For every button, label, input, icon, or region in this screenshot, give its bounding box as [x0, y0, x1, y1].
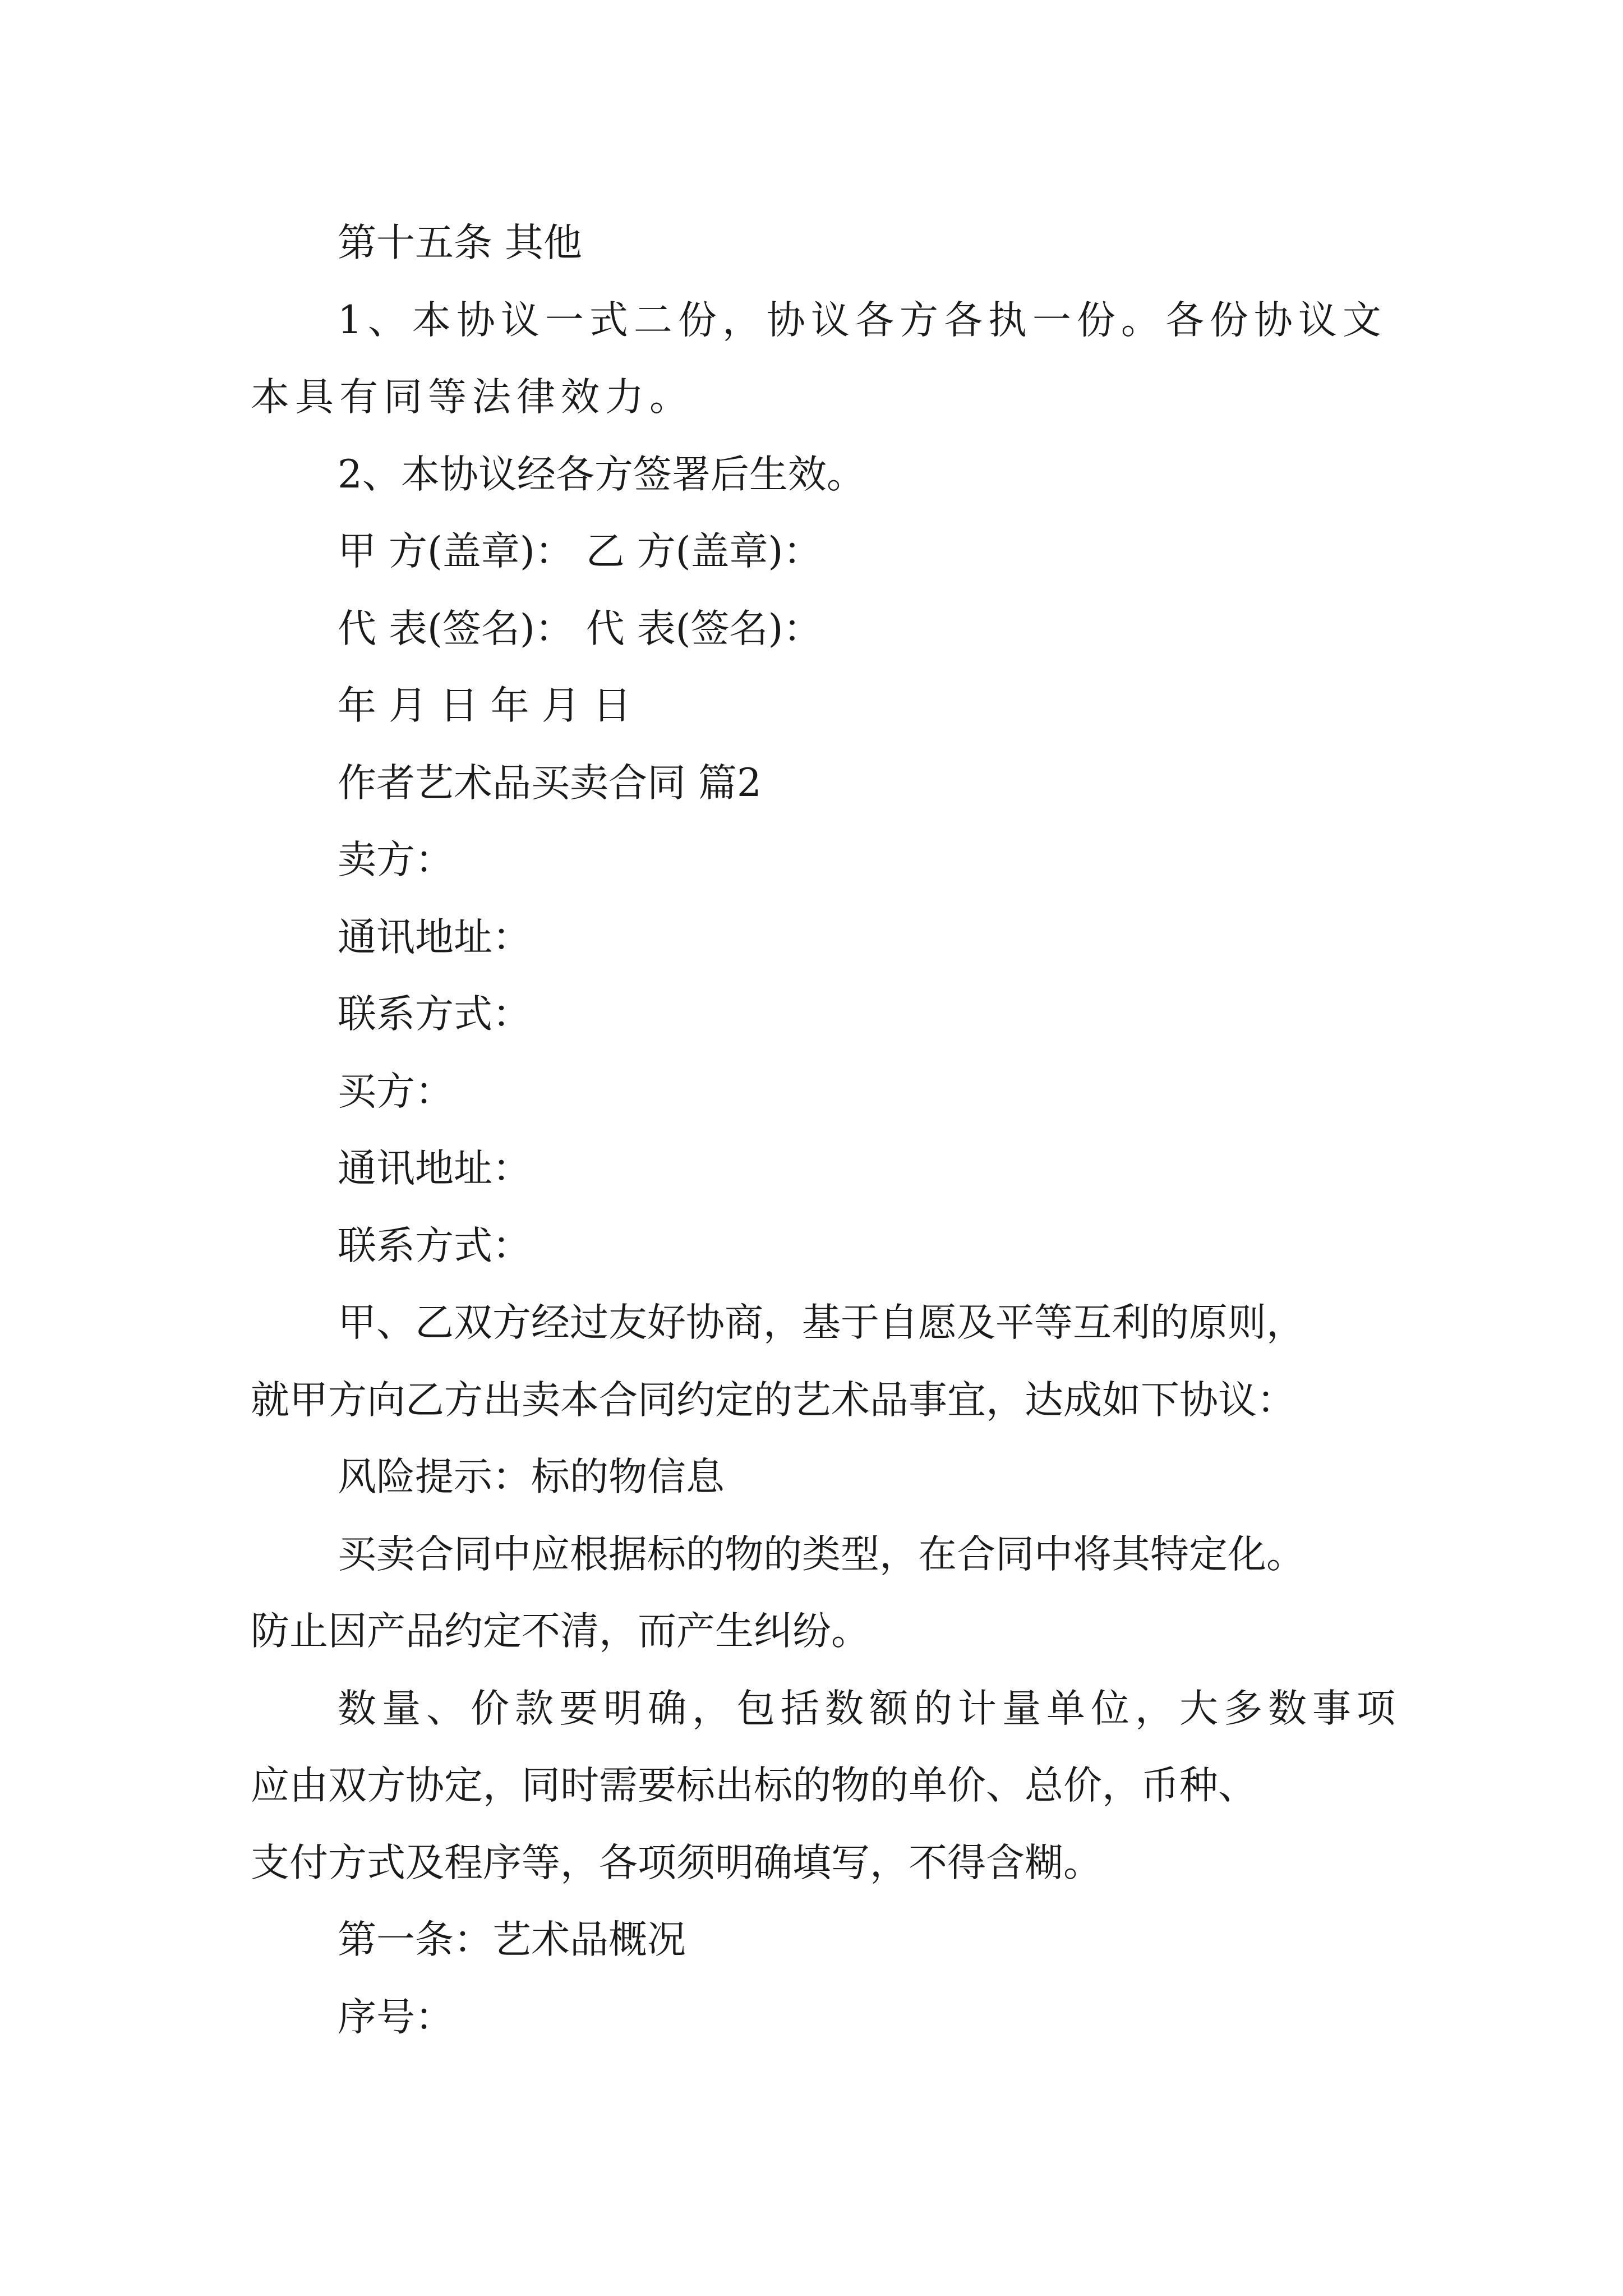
buyer-address-label: 通讯地址： [338, 1146, 531, 1191]
signature-line-seal: 甲 方(盖章)： 乙 方(盖章)： [338, 529, 822, 574]
article-heading: 第一条：艺术品概况 [338, 1917, 686, 1962]
buyer-contact-label: 联系方式： [338, 1223, 531, 1268]
risk-heading: 风险提示：标的物信息 [338, 1455, 725, 1499]
paragraph-line: 应由双方协定，同时需要标出标的物的单价、总价，币种、 [251, 1763, 1257, 1808]
signature-line-rep: 代 表(签名)： 代 表(签名)： [338, 606, 822, 651]
section-heading: 第十五条 其他 [338, 220, 582, 265]
contract-title: 作者艺术品买卖合同 篇2 [338, 761, 762, 806]
date-line: 年 月 日 年 月 日 [338, 683, 631, 728]
serial-number-label: 序号： [338, 1995, 454, 2040]
seller-label: 卖方： [338, 838, 454, 882]
paragraph-line: 数量、价款要明确，包括数额的计量单位，大多数事项 [338, 1686, 1401, 1731]
paragraph-line: 甲、乙双方经过友好协商，基于自愿及平等互利的原则， [338, 1300, 1305, 1345]
paragraph-line: 支付方式及程序等，各项须明确填写，不得含糊。 [251, 1841, 1102, 1885]
seller-contact-label: 联系方式： [338, 992, 531, 1037]
paragraph-line: 买卖合同中应根据标的物的类型，在合同中将其特定化。 [338, 1532, 1305, 1577]
paragraph-line: 就甲方向乙方出卖本合同约定的艺术品事宜，达成如下协议： [251, 1378, 1295, 1423]
paragraph-line: 2、本协议经各方签署后生效。 [338, 452, 865, 497]
buyer-label: 买方： [338, 1069, 454, 1114]
seller-address-label: 通讯地址： [338, 915, 531, 960]
paragraph-line: 1、本协议一式二份，协议各方各执一份。各份协议文 [338, 298, 1387, 343]
paragraph-line: 本具有同等法律效力。 [251, 375, 694, 420]
paragraph-line: 防止因产品约定不清，而产生纠纷。 [251, 1609, 870, 1654]
